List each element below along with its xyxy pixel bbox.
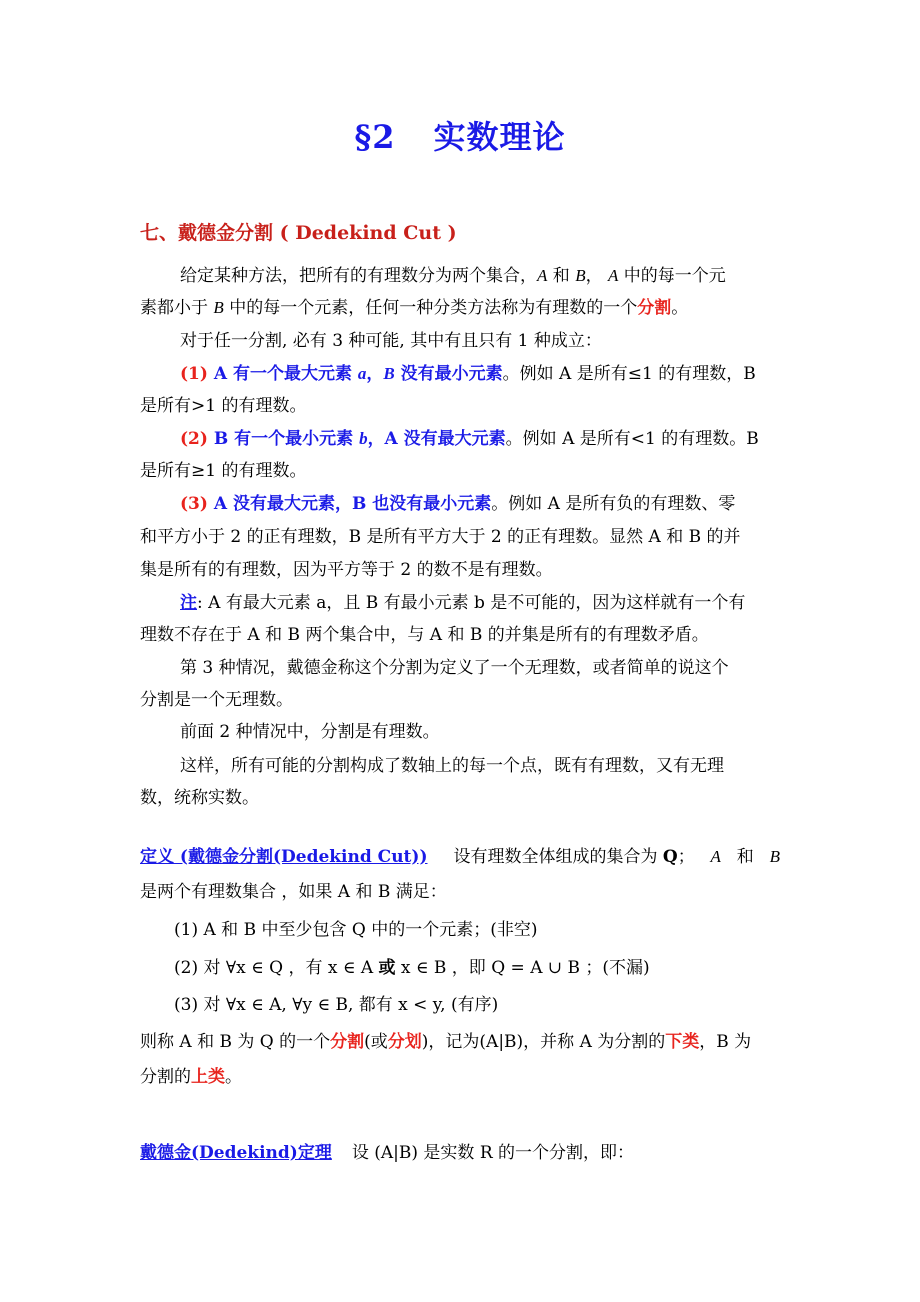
text: : A 有最大元素 a，且 B 有最小元素 b 是不可能的，因为这样就有一个有 bbox=[197, 593, 746, 613]
definition-line-1 bbox=[140, 845, 780, 869]
text: )，记为(A|B)，并称 A 为分割的 bbox=[421, 1032, 666, 1052]
case-1-line-2: 是所有>1 的有理数。 bbox=[140, 396, 307, 416]
text: 。例如 A 是所有≤1 的有理数，B bbox=[502, 364, 756, 384]
definition-label: 定义 (戴德金分割(Dedekind Cut)) bbox=[140, 847, 428, 867]
theorem-line bbox=[140, 1141, 780, 1165]
paragraph-1-line-1 bbox=[180, 264, 780, 288]
text: ， bbox=[585, 266, 608, 286]
definition-conclusion-line-1 bbox=[140, 1030, 780, 1054]
case-2-line-2: 是所有≥1 的有理数。 bbox=[140, 461, 307, 481]
text: 设 (A|B) 是实数 R 的一个分割，即： bbox=[351, 1143, 635, 1163]
definition-lead bbox=[140, 845, 695, 869]
var-b: B bbox=[769, 847, 780, 866]
text-or: 或 bbox=[378, 958, 396, 978]
case-text: A 没有最大元素，B 也没有最小元素 bbox=[213, 494, 492, 514]
text: (或 bbox=[364, 1032, 388, 1052]
text: 设有理数全体组成的集合为 bbox=[453, 847, 663, 867]
text: x ∈ B ，即 Q = A ∪ B ；(不漏) bbox=[395, 958, 650, 978]
text: 素都小于 bbox=[140, 298, 214, 318]
text: ； bbox=[677, 847, 695, 867]
var-b: B bbox=[575, 266, 586, 285]
text: (2) 对 ∀x ∈ Q ，有 x ∈ A bbox=[174, 958, 379, 978]
text: 和 bbox=[736, 847, 754, 867]
case-text: A 有一个最大元素 bbox=[213, 364, 358, 384]
case-number: (3) bbox=[180, 494, 214, 514]
text: 。例如 A 是所有负的有理数、零 bbox=[491, 494, 736, 514]
text: 中的每一个元素，任何一种分类方法称为有理数的一个 bbox=[223, 298, 638, 318]
var-a: a bbox=[357, 364, 367, 383]
term-division: 分划 bbox=[387, 1032, 422, 1052]
var-a: A bbox=[537, 266, 548, 285]
case-3-line-3: 集是所有的有理数，因为平方等于 2 的数不是有理数。 bbox=[140, 560, 553, 580]
note-line-2: 理数不存在于 A 和 B 两个集合中，与 A 和 B 的并集是所有的有理数矛盾。 bbox=[140, 625, 709, 645]
case-3-line-2: 和平方小于 2 的正有理数，B 是所有平方大于 2 的正有理数。显然 A 和 B 的并 bbox=[140, 527, 741, 547]
title-number: §2 bbox=[354, 118, 396, 156]
term-lower-class: 下类 bbox=[665, 1032, 700, 1052]
var-a: A bbox=[608, 266, 619, 285]
text: ，B 为 bbox=[699, 1032, 752, 1052]
paragraph-1-line-2 bbox=[140, 296, 780, 320]
case-text: 没有最小元素 bbox=[394, 364, 503, 384]
text: 。 bbox=[225, 1067, 242, 1087]
note-label: 注 bbox=[180, 593, 197, 613]
paragraph-5-line-2: 数，统称实数。 bbox=[140, 788, 259, 808]
case-3-line-1 bbox=[180, 492, 780, 516]
term-partition: 分割 bbox=[330, 1032, 365, 1052]
text: 分割的 bbox=[140, 1067, 191, 1087]
paragraph-3-line-2: 分割是一个无理数。 bbox=[140, 690, 293, 710]
term-partition: 分割 bbox=[637, 298, 672, 318]
term-upper-class: 上类 bbox=[191, 1067, 225, 1087]
definition-line-2: 是两个有理数集合 ，如果 A 和 B 满足： bbox=[140, 882, 447, 902]
note-line-1 bbox=[180, 591, 780, 615]
definition-item-3: (3) 对 ∀x ∈ A, ∀y ∈ B, 都有 x < y, (有序) bbox=[174, 995, 499, 1015]
case-text: ， bbox=[366, 364, 384, 384]
paragraph-3-line-1: 第 3 种情况，戴德金称这个分割为定义了一个无理数，或者简单的说这个 bbox=[180, 658, 729, 678]
var-b-lower: b bbox=[359, 429, 368, 448]
definition-item-2 bbox=[174, 956, 784, 980]
case-1-line-1 bbox=[180, 362, 780, 386]
case-2-line-1 bbox=[180, 427, 780, 451]
paragraph-5-line-1: 这样，所有可能的分割构成了数轴上的每一个点，既有有理数，又有无理 bbox=[180, 756, 724, 776]
text: 和 bbox=[547, 266, 576, 286]
var-b: B bbox=[213, 298, 224, 317]
set-q: Q bbox=[662, 847, 678, 867]
var-a: A bbox=[710, 847, 721, 866]
paragraph-4: 前面 2 种情况中，分割是有理数。 bbox=[180, 722, 440, 742]
case-number: (2) bbox=[180, 429, 214, 449]
section-heading: 七、戴德金分割 ( Dedekind Cut ) bbox=[140, 222, 457, 244]
page-title bbox=[0, 112, 920, 158]
case-text: B 有一个最小元素 bbox=[213, 429, 360, 449]
paragraph-2: 对于任一分割, 必有 3 种可能, 其中有且只有 1 种成立： bbox=[180, 331, 602, 351]
var-b: B bbox=[383, 364, 395, 383]
definition-conclusion-line-2 bbox=[140, 1065, 780, 1089]
text: 。 bbox=[671, 298, 689, 318]
text: 给定某种方法，把所有的有理数分为两个集合， bbox=[180, 266, 537, 286]
definition-item-1: (1) A 和 B 中至少包含 Q 中的一个元素；(非空) bbox=[174, 920, 538, 940]
case-number: (1) bbox=[180, 364, 214, 384]
case-text: ，A 没有最大元素 bbox=[367, 429, 506, 449]
text: 则称 A 和 B 为 Q 的一个 bbox=[140, 1032, 331, 1052]
text: 。例如 A 是所有<1 的有理数。B bbox=[505, 429, 759, 449]
title-text: 实数理论 bbox=[433, 118, 566, 156]
theorem-label: 戴德金(Dedekind)定理 bbox=[140, 1143, 332, 1163]
text: 中的每一个元 bbox=[618, 266, 726, 286]
